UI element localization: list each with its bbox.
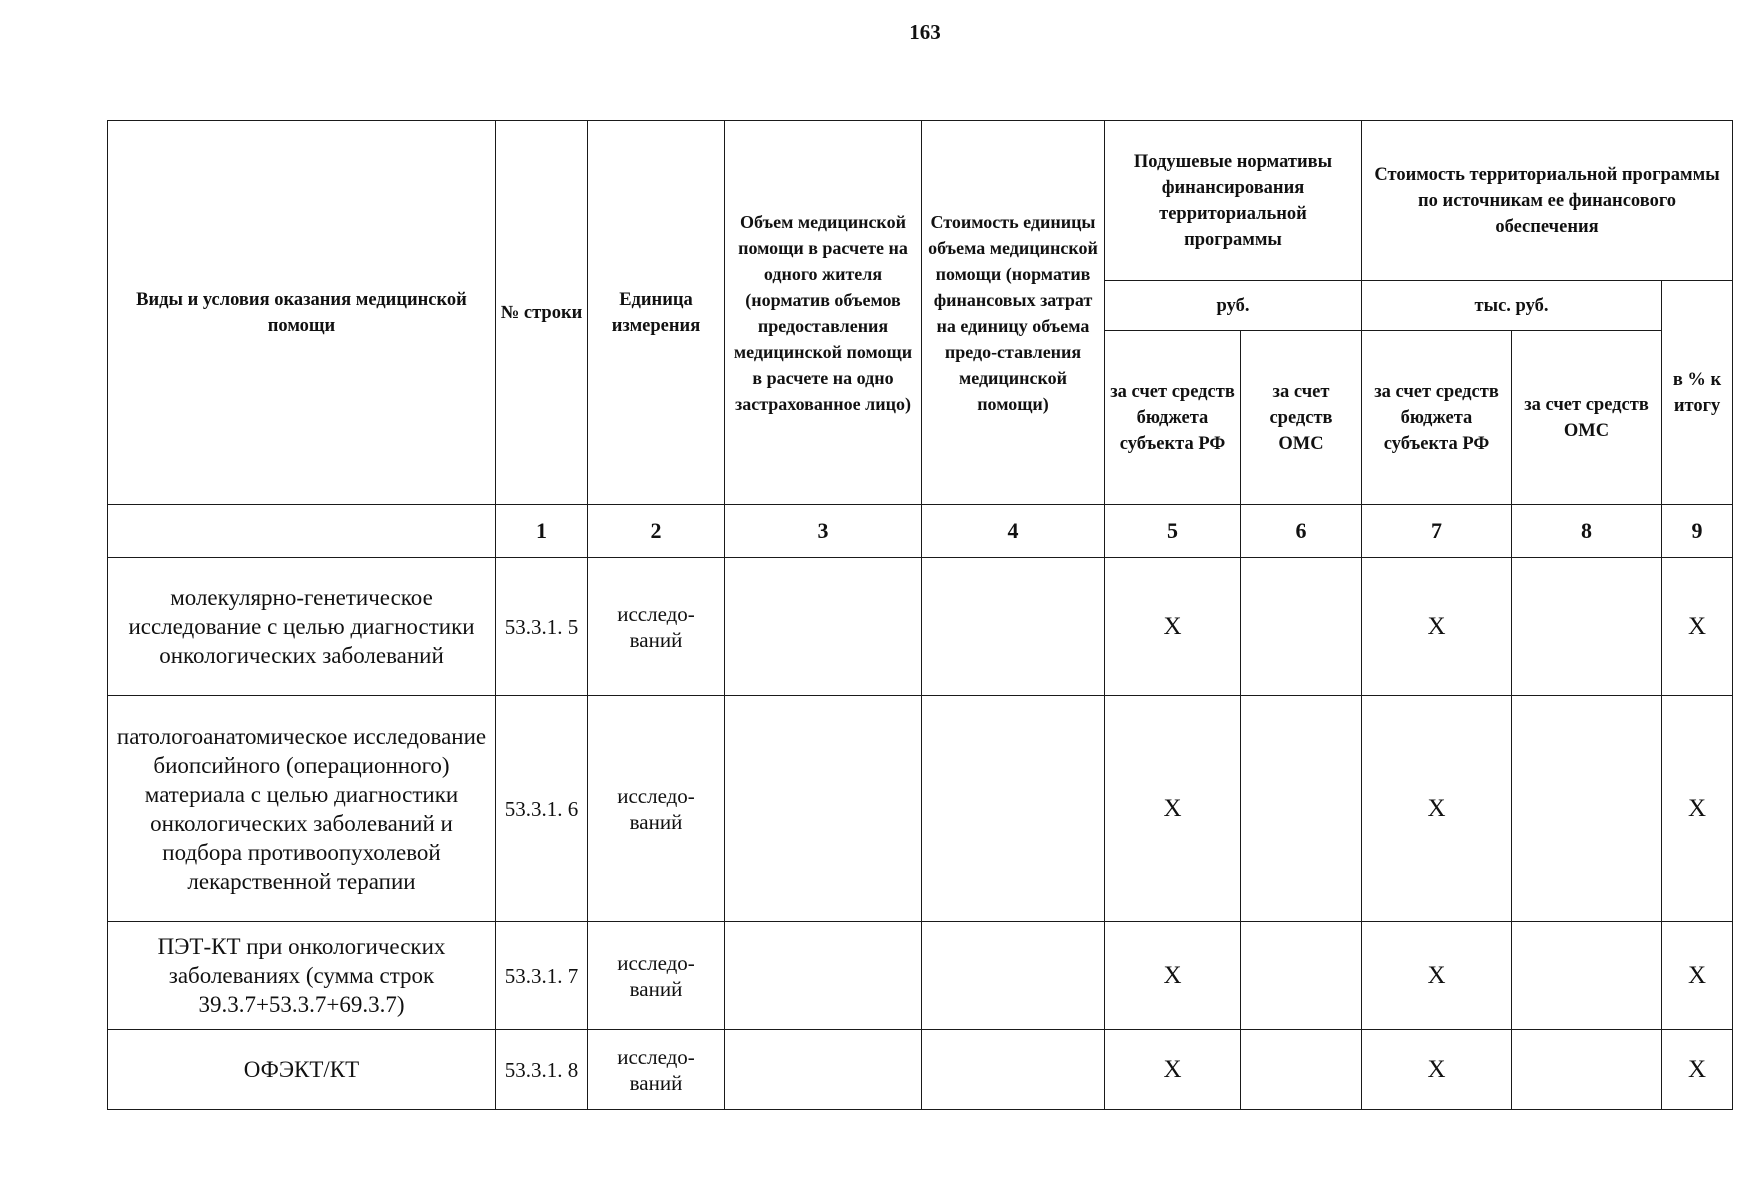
header-kind: Виды и условия оказания медицинской помощи — [108, 121, 496, 505]
budget-rf-2-cell: Х — [1362, 696, 1512, 922]
percent-cell: Х — [1662, 696, 1733, 922]
header-per-capita: Подушевые нормативы финансирования территориальной программы — [1105, 121, 1362, 281]
header-row-no: № строки — [496, 121, 588, 505]
column-number: 4 — [922, 505, 1105, 558]
volume-cell — [725, 696, 922, 922]
header-rub: руб. — [1105, 281, 1362, 331]
unit-cell: исследо-ваний — [588, 696, 725, 922]
column-number: 7 — [1362, 505, 1512, 558]
header-volume: Объем медицинской помощи в расчете на одного жителя (норматив объемов предоставления медицинской помощи в расчете на одно застрахованное лицо) — [725, 121, 922, 505]
cost-cell — [922, 1030, 1105, 1110]
budget-rf-2-cell: Х — [1362, 558, 1512, 696]
care-kind: ОФЭКТ/КТ — [108, 1030, 496, 1110]
care-kind: молекулярно-генетическое исследование с целью диагностики онкологических заболеваний — [108, 558, 496, 696]
budget-rf-2-cell: Х — [1362, 1030, 1512, 1110]
column-number: 6 — [1241, 505, 1362, 558]
care-kind: ПЭТ-КТ при онкологических заболеваниях (сумма строк 39.3.7+53.3.7+69.3.7) — [108, 922, 496, 1030]
oms-2-cell — [1512, 1030, 1662, 1110]
oms-cell — [1241, 922, 1362, 1030]
column-number: 8 — [1512, 505, 1662, 558]
percent-cell: Х — [1662, 1030, 1733, 1110]
unit-cell: исследо-ваний — [588, 558, 725, 696]
row-number: 53.3.1. 8 — [496, 1030, 588, 1110]
column-number: 1 — [496, 505, 588, 558]
column-number-row — [108, 505, 1733, 558]
table-row — [108, 558, 1733, 696]
column-number: 2 — [588, 505, 725, 558]
header-oms-2: за счет средств ОМС — [1512, 331, 1662, 505]
percent-cell: Х — [1662, 558, 1733, 696]
column-number — [108, 505, 496, 558]
territorial-program-table — [107, 120, 1733, 1110]
budget-rf-2-cell: Х — [1362, 922, 1512, 1030]
oms-2-cell — [1512, 922, 1662, 1030]
budget-rf-cell: Х — [1105, 558, 1241, 696]
volume-cell — [725, 922, 922, 1030]
header-thousand-rub: тыс. руб. — [1362, 281, 1662, 331]
table-row — [108, 922, 1733, 1030]
header-oms: за счет средств ОМС — [1241, 331, 1362, 505]
cost-cell — [922, 696, 1105, 922]
budget-rf-cell: Х — [1105, 696, 1241, 922]
cost-cell — [922, 558, 1105, 696]
row-number: 53.3.1. 7 — [496, 922, 588, 1030]
header-program-cost: Стоимость территориальной программы по источникам ее финансового обеспечения — [1362, 121, 1733, 281]
row-number: 53.3.1. 6 — [496, 696, 588, 922]
oms-cell — [1241, 696, 1362, 922]
volume-cell — [725, 1030, 922, 1110]
page-number: 163 — [909, 20, 941, 44]
volume-cell — [725, 558, 922, 696]
header-budget-rf-2: за счет средств бюджета субъекта РФ — [1362, 331, 1512, 505]
table-row — [108, 696, 1733, 922]
oms-cell — [1241, 558, 1362, 696]
header-budget-rf: за счет средств бюджета субъекта РФ — [1105, 331, 1241, 505]
percent-cell: Х — [1662, 922, 1733, 1030]
oms-2-cell — [1512, 558, 1662, 696]
header-unit: Единица измерения — [588, 121, 725, 505]
column-number: 3 — [725, 505, 922, 558]
unit-cell: исследо-ваний — [588, 1030, 725, 1110]
table-row — [108, 1030, 1733, 1110]
oms-2-cell — [1512, 696, 1662, 922]
header-cost: Стоимость единицы объема медицинской помощи (норматив финансовых затрат на единицу объема предо-ставления медицинской помощи) — [922, 121, 1105, 505]
budget-rf-cell: Х — [1105, 922, 1241, 1030]
column-number: 5 — [1105, 505, 1241, 558]
oms-cell — [1241, 1030, 1362, 1110]
header-percent: в % к итогу — [1662, 281, 1733, 505]
unit-cell: исследо-ваний — [588, 922, 725, 1030]
row-number: 53.3.1. 5 — [496, 558, 588, 696]
budget-rf-cell: Х — [1105, 1030, 1241, 1110]
cost-cell — [922, 922, 1105, 1030]
care-kind: патологоанатомическое исследование биопсийного (операционного) материала с целью диагностики онкологических заболеваний и подбора противоопухолевой лекарственной терапии — [108, 696, 496, 922]
column-number: 9 — [1662, 505, 1733, 558]
